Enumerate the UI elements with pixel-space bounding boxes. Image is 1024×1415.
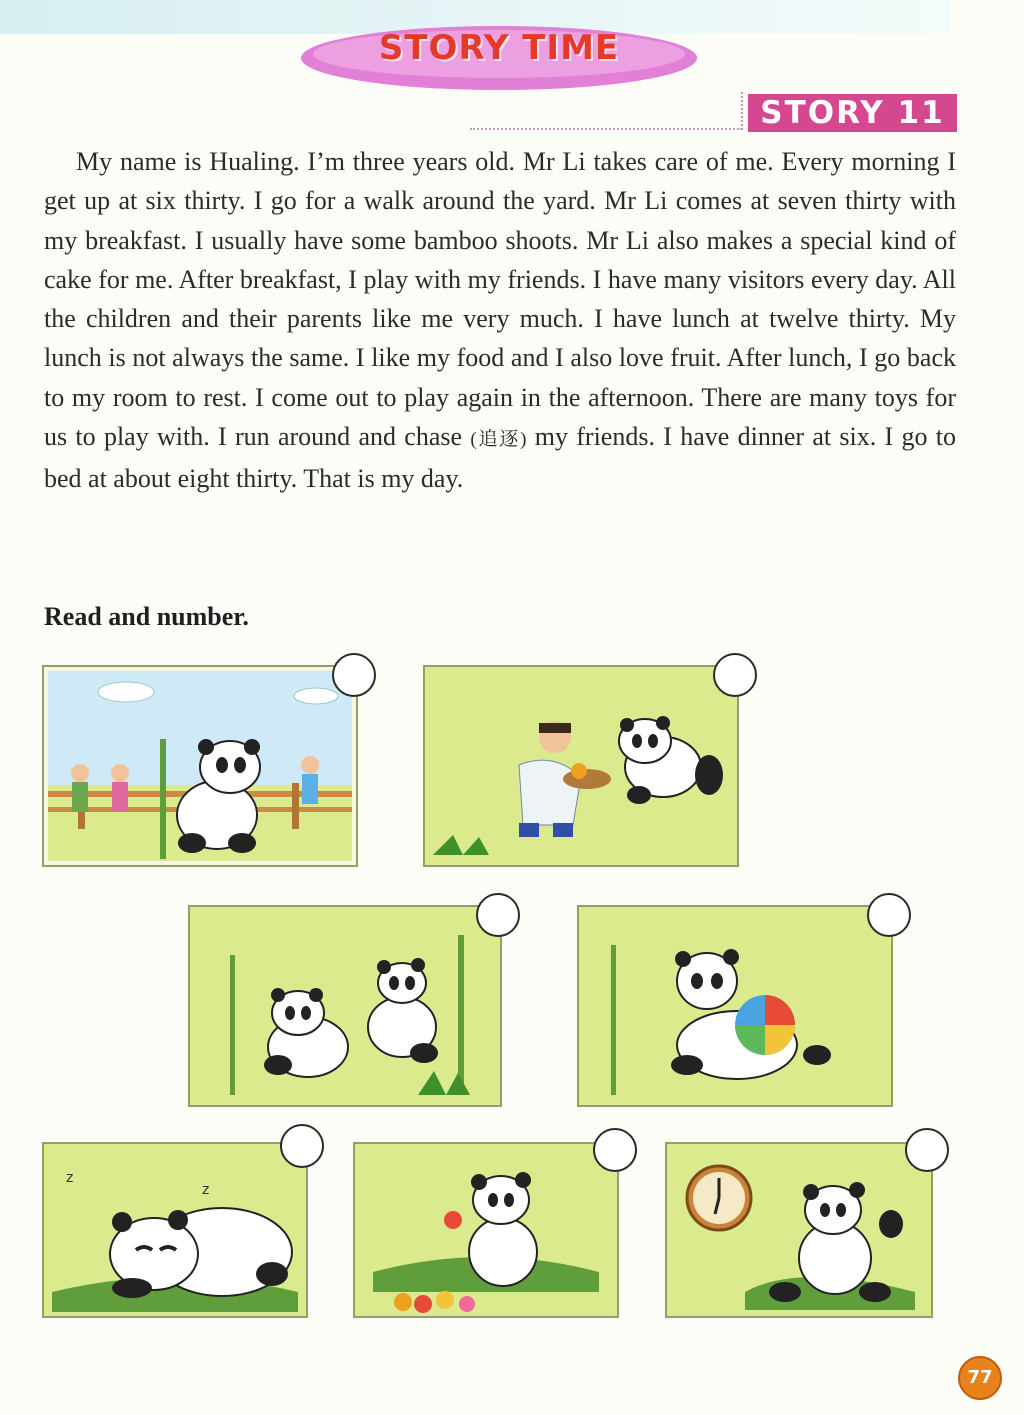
answer-circle-7[interactable]	[905, 1128, 949, 1172]
picture-panel-3	[188, 905, 502, 1107]
panel-6-illustration	[353, 1142, 619, 1318]
answer-circle-1[interactable]	[332, 653, 376, 697]
answer-circle-6[interactable]	[593, 1128, 637, 1172]
picture-panel-6	[353, 1142, 619, 1318]
panel-3-illustration	[188, 905, 502, 1107]
panel-7-illustration	[665, 1142, 933, 1318]
page-number-badge: 77	[958, 1356, 1002, 1400]
story-text-part-2: my friends. I have dinner at six. I go to bed at about eight thirty. That is my day.	[44, 422, 957, 494]
exercise-instruction: Read and number.	[44, 602, 249, 631]
picture-panel-1	[42, 665, 358, 867]
story-text-part-1: My name is Hualing. I’m three years old. Mr Li takes care of me. Every morning I get up at six thirty. I go for a walk around the yard. Mr Li comes at seven thirty with my breakfast. I usually have some bamboo shoots. Mr Li also makes a special kind of cake for me. After breakfast, I play with my friends. I have many visitors every day. All the children and their parents like me very much. I have lunch at twelve thirty. My lunch is not always the same. I like my food and I also love fruit. After lunch, I go back to my room to rest. I come out to play again in the afternoon. There are many toys for us to play with. I run around and chase	[44, 147, 956, 452]
story-number-label: STORY 11	[748, 94, 957, 132]
picture-panel-4	[577, 905, 893, 1107]
panel-4-illustration	[577, 905, 893, 1107]
panel-1-illustration	[42, 665, 358, 867]
svg-text:z: z	[66, 1170, 74, 1186]
tag-dotted-line	[470, 128, 742, 130]
answer-circle-4[interactable]	[867, 893, 911, 937]
story-time-banner	[298, 14, 700, 98]
svg-text:z: z	[202, 1182, 210, 1198]
panel-5-illustration	[42, 1142, 308, 1318]
tag-dotted-tick	[741, 92, 743, 130]
answer-circle-3[interactable]	[476, 893, 520, 937]
picture-panel-7	[665, 1142, 933, 1318]
panel-2-illustration	[423, 665, 739, 867]
picture-panel-5	[42, 1142, 308, 1318]
chinese-gloss: (追逐)	[470, 429, 527, 451]
banner-title: STORY TIME	[378, 28, 620, 68]
answer-circle-2[interactable]	[713, 653, 757, 697]
answer-circle-5[interactable]	[280, 1124, 324, 1168]
story-paragraph	[44, 142, 956, 499]
picture-panel-2	[423, 665, 739, 867]
